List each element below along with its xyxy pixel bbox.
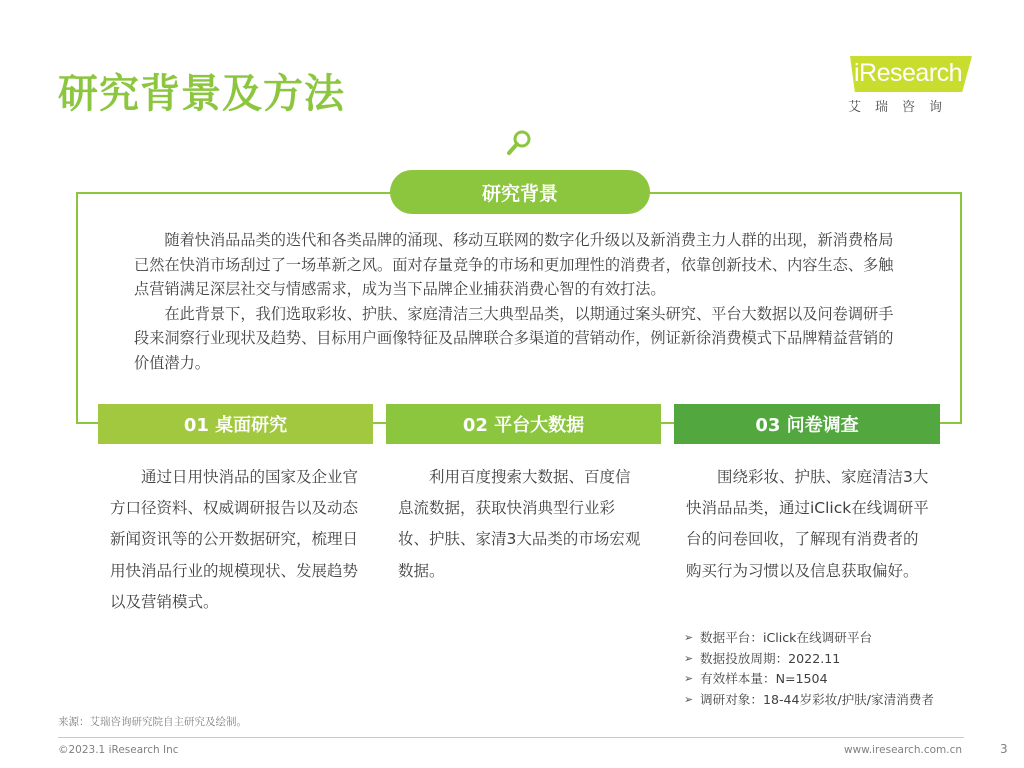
background-paragraph: 在此背景下，我们选取彩妆、护肤、家庭清洁三大典型品类，以期通过案头研究、平台大数据以及问卷调研手段来洞察行业现状及趋势、目标用户画像特征及品牌联合多渠道的营销动作，例证新徐消费模式下品牌精益营销的价值潜力。 xyxy=(134,304,894,372)
method-header-big-data: 02 平台大数据 xyxy=(386,404,661,444)
note-text: 数据投放周期：2022.11 xyxy=(700,650,841,666)
footer-divider xyxy=(58,737,964,738)
method-text-big-data xyxy=(398,462,642,587)
logo-text: iResearch xyxy=(854,59,963,87)
background-paragraph: 随着快消品品类的迭代和各类品牌的涌现、移动互联网的数字化升级以及新消费主力人群的出现，新消费格局已然在快消市场刮过了一场革新之风。面对存量竞争的市场和更加理性的消费者，依靠创新技术、内容生态、多触点营销满足深层社交与情感需求，成为当下品牌企业捕获消费心智的有效打法。 xyxy=(134,231,894,298)
page-title: 研究背景及方法 xyxy=(58,71,345,117)
copyright: ©2023.1 iResearch Inc xyxy=(58,744,179,756)
iresearch-logo xyxy=(846,52,976,116)
method-text-desk-research xyxy=(110,462,362,618)
survey-notes-list xyxy=(684,628,934,710)
method-header-desk-research: 01 桌面研究 xyxy=(98,404,373,444)
arrow-bullet-icon: ➢ xyxy=(684,672,694,685)
method-header-survey: 03 问卷调查 xyxy=(674,404,940,444)
arrow-bullet-icon: ➢ xyxy=(684,692,694,706)
method-paragraph: 围绕彩妆、护肤、家庭清洁3大快消品品类，通过iClick在线调研平台的问卷回收，了解现有消费者的购买行为习惯以及信息获取偏好。 xyxy=(686,468,929,580)
arrow-bullet-icon: ➢ xyxy=(684,631,694,644)
magnifier-icon xyxy=(505,128,535,158)
list-item xyxy=(684,628,934,649)
background-text xyxy=(134,228,894,375)
logo-chinese-name: 艾瑞咨询 xyxy=(848,100,957,115)
website-link[interactable]: www.iresearch.com.cn xyxy=(844,744,963,756)
note-text: 数据平台：iClick在线调研平台 xyxy=(700,630,873,645)
method-paragraph: 利用百度搜索大数据、百度信息流数据，获取快消典型行业彩妆、护肤、家清3大品类的市场宏观数据。 xyxy=(398,468,641,580)
note-text: 调研对象：18-44岁彩妆/护肤/家清消费者 xyxy=(700,691,934,707)
note-text: 有效样本量：N=1504 xyxy=(700,671,828,686)
list-item xyxy=(684,649,934,670)
source-note: 来源：艾瑞咨询研究院自主研究及绘制。 xyxy=(58,716,247,728)
arrow-bullet-icon: ➢ xyxy=(684,651,694,665)
page-number: 3 xyxy=(1000,742,1008,756)
list-item xyxy=(684,669,934,690)
method-paragraph: 通过日用快消品的国家及企业官方口径资料、权威调研报告以及动态新闻资讯等的公开数据研究，梳理日用快消品行业的规模现状、发展趋势以及营销模式。 xyxy=(110,468,359,611)
background-label: 研究背景 xyxy=(390,170,650,214)
list-item xyxy=(684,690,934,711)
method-text-survey xyxy=(686,462,930,587)
